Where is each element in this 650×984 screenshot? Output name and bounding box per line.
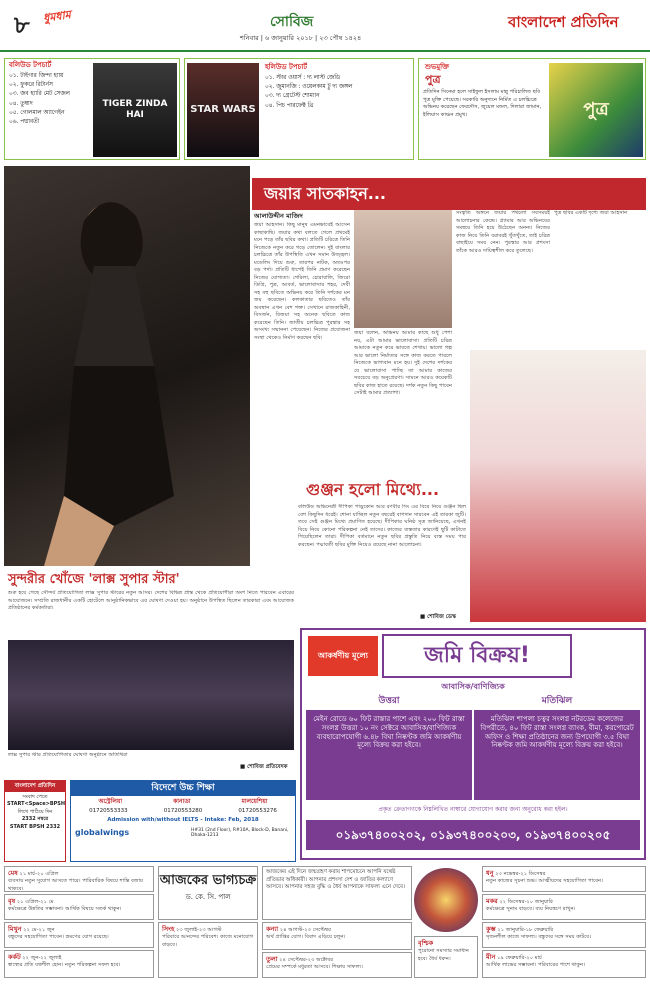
list-item: ০৫. গোলমাল অ্যাগেইন	[9, 109, 65, 116]
horo-sign-name: বৃষ	[8, 897, 16, 905]
feature-col-3: সংস্কৃতি অঙ্গনে জয়ার পথচলা সবসময়ই আলোচনার কেন্দ্রে। গ্ল্যামার আর অভিনয়ের সমন্বয়ে তিনি হয়ে উঠেছেন অনন্য। নিজের কাজ নিয়ে তিনি বরাবরই খুঁতখুঁতে, তাই চরিত্র বাছাইয়ে সময় নেন। পুরস্কার আর প্রশংসা তাঁকে আরও দায়িত্বশীল করে তুলেছে।	[456, 210, 550, 254]
horo-sign-text: বন্ধুদের সহযোগিতা পাবেন। ভ্রমণের যোগ রয়েছে।	[8, 934, 109, 941]
horo-title: আজকের ভাগ্যচক্র	[159, 873, 257, 888]
land-ad-phone-bar	[306, 820, 640, 850]
release-text: প্রতিদিন সিনেমা হলে সাইফুল ইসলাম মান্নু পরিচালিত ছবি পুত্র মুক্তি পেয়েছে। সরকারি অনুদানে নির্মিত এ চলচ্চিত্রে অভিনয় করেছেন ফেরদৌস, জুয়েল মন্ডল, দিলারা জামান, ইলিয়াস কাঞ্চন প্রমুখ।	[423, 89, 542, 118]
bollywood-list	[5, 73, 91, 128]
lux-title: সুন্দরীর খোঁজে 'লাক্স সুপার স্টার'	[8, 572, 180, 587]
sms-lines	[5, 792, 65, 834]
horo-author: ড. কে. সি. পাল	[185, 893, 231, 902]
horo-sign-text: ব্যবসায় নতুন সুযোগ আসতে পারে। পারিবারিক বিষয়ে শান্তি বজায় থাকবে।	[8, 878, 144, 892]
sms-line: 2332 নম্বরে	[21, 816, 49, 823]
gossip-credit: ■ শোবিজ ডেস্ক	[420, 614, 456, 620]
horo-sign-dates: ২৩ জুলাই-২৩ আগস্ট	[176, 927, 222, 933]
paper-name: বাংলাদেশ প্রতিদিন	[508, 13, 619, 31]
land-sale-ad	[300, 628, 646, 860]
horo-sign-9	[482, 894, 646, 920]
sms-brand: বাংলাদেশ প্রতিদিন	[5, 781, 65, 792]
land-ad-left-title: উত্তরা	[378, 696, 400, 706]
horo-sign-name: তুলা	[266, 955, 278, 963]
release-box	[418, 58, 646, 160]
hollywood-chart-box	[184, 58, 414, 160]
sms-line: START BPSH 2332	[9, 823, 61, 830]
land-ad-subtitle: আবাসিক/বাণিজ্যিক	[441, 682, 505, 691]
horo-sign-4	[158, 922, 258, 978]
horo-sign-text: পরিবারে আনন্দের পরিবেশ। কাজে মনোযোগ বাড়বে।	[162, 934, 254, 948]
bollywood-poster	[93, 63, 177, 157]
horo-sign-name: মকর	[486, 897, 498, 905]
sms-line: সংবাদ পেতে	[22, 793, 48, 800]
horo-sign-dates: ১৯ ফেব্রুয়ারি-২০ মার্চ	[497, 955, 542, 961]
gossip-title: গুঞ্জন হলো মিথ্যে...	[306, 480, 440, 499]
study-phone: 01720553333	[89, 807, 128, 814]
horo-sign-0	[4, 866, 154, 892]
horo-sign-name: মেষ	[8, 869, 18, 877]
horo-sign-text: পুরোনো সমস্যার সমাধান হবে। ধৈর্য ধরুন।	[418, 948, 469, 962]
horo-sign-dates: ২২ মে-২১ জুন	[23, 927, 55, 933]
section-logo: ধুমধাম	[42, 8, 72, 25]
bollywood-title: বলিউড টপচার্ট	[9, 61, 52, 69]
feature-title-bar	[252, 178, 646, 210]
study-country: অস্ট্রেলিয়া	[98, 798, 123, 806]
land-ad-right-title: মতিঝিল	[541, 696, 573, 706]
feature-photo	[4, 166, 250, 566]
list-item: ০৪. তুম্বাদ	[9, 100, 33, 107]
horo-sign-11	[482, 950, 646, 978]
sms-box	[4, 780, 66, 862]
lux-text: শুরু হয়ে গেছে সৌন্দর্য প্রতিযোগিতা লাক্স সুপার স্টারের নতুন আসর। দেশের বিভিন্ন প্রান্ত থেকে প্রতিযোগীরা অংশ নিতে পারবেন এবারের আয়োজনে। সম্প্রতি রাজধানীর একটি হোটেলে আনুষ্ঠানিকভাবে এর ঘোষণা দেওয়া হয়। অনুষ্ঠানে উপস্থিত ছিলেন তারকারা এবং আয়োজক প্রতিষ্ঠানের কর্মকর্তারা।	[8, 590, 294, 612]
horo-sign-dates: ২৪ সেপ্টেম্বর-২৩ অক্টোবর	[279, 957, 334, 963]
horo-sign-3	[4, 950, 154, 978]
study-ad	[70, 780, 296, 862]
horo-sign-dates: ২১ এপ্রিল-২১ মে	[16, 899, 54, 905]
list-item: ০৩. জব হ্যারি মেট সেজল	[9, 91, 70, 98]
lux-caption: লাক্স সুপার স্টার প্রতিযোগিতার ঘোষণা অনুষ্ঠানে অতিথিরা	[8, 752, 128, 758]
horo-sign-text: স্বাস্থ্যের প্রতি যত্নশীল হোন। নতুন পরিকল্পনা সফল হবে।	[8, 962, 121, 969]
gossip-photo	[470, 350, 646, 622]
horoscope-section	[4, 866, 646, 980]
horo-sign-text: নতুন কাজের সূচনা শুভ। আত্মীয়দের সহযোগিতা পাবেন।	[486, 878, 603, 885]
horo-sign-6	[262, 952, 412, 978]
study-country: কানাডা	[173, 798, 191, 806]
land-ad-badge: আকর্ষণীয় মূল্যে	[308, 636, 378, 676]
feature-col-1: জয়া আহসান। কিছু মানুষ এমনভাবেই আসেন কাছাকাছি। জয়ার কথা বলতে গেলে প্রথমেই মনে পড়ে তাঁর ছবির কথা। প্রতিটি চরিত্রে তিনি নিজেকে নতুন করে গড়ে তোলেন। দুই বাংলার চলচ্চিত্রে তাঁর উপস্থিতি এখন সমান উজ্জ্বল। মডেলিং দিয়ে শুরু, তারপর নাটক, অতঃপর বড় পর্দা। প্রতিটি ধাপেই তিনি প্রমাণ করেছেন নিজের যোগ্যতা। গেরিলা, চোরাবালি, জিরো ডিগ্রি, পুত্র, আবর্ত, ভালোবাসার শহর, দেবী সহ বহু ছবিতে অভিনয় করে তিনি দর্শকের মন জয় করেছেন। কলকাতার ছবিতেও তাঁর অবস্থান এখন বেশ শক্ত। সেখানে রাজকাহিনী, বিসর্জন, বিজয়া সহ অনেক ছবিতে কাজ করেছেন তিনি। জাতীয় চলচ্চিত্র পুরস্কার সহ অসংখ্য সম্মাননা পেয়েছেন। নিজের প্রযোজনা সংস্থা থেকেও নির্মাণ করছেন ছবি।	[254, 222, 350, 341]
horo-title-box	[158, 866, 258, 920]
study-phone: 01720553280	[163, 807, 203, 814]
hollywood-title: হলিউড টপচার্ট	[265, 63, 308, 71]
horo-sign-name: মিথুন	[8, 925, 22, 933]
sms-line: লিখে পাঠিয়ে দিন	[17, 808, 53, 815]
study-note: Admission with/without IELTS - Intake: Feb, 2018	[107, 816, 259, 823]
sms-line: START<Space>BPSH	[7, 801, 66, 808]
horo-sign-name: সিংহ	[162, 925, 175, 933]
feature-byline: আলাউদ্দীন মাজিদ	[254, 212, 303, 220]
list-item: ০১. স্টার ওয়ার্স : দ্য লাস্ট জেডি	[265, 75, 341, 81]
study-country: মালয়েশিয়া	[241, 798, 268, 806]
feature-title: জয়ার সাতকাহন...	[264, 184, 386, 203]
land-ad-phones: ০১৯৩৭৪০০২০২, ০১৯৩৭৪০০২০৩, ০১৯৩৭৪০০২০৫	[335, 827, 611, 842]
list-item: ০২. জুমানজি : ওয়েলকাম টু দ্য জঙ্গল	[265, 84, 353, 91]
page-header	[0, 0, 650, 52]
horo-sign-name: বৃশ্চিক	[418, 939, 434, 947]
horo-sign-dates: ২২ ডিসেম্বর-২০ জানুয়ারি	[499, 899, 553, 905]
land-ad-right-text: মতিঝিল শাপলা চত্বর সংলগ্ন নটরডেম কলেজের বিপরীতে, ৪০ ফিট রাস্তা সংলগ্ন ব্যাংক, বীমা, করপোরেট অফিস ও শিক্ষা প্রতিষ্ঠানের জন্য উপযোগী ৩.৫ বিঘা নিষ্কণ্টক জমি আকর্ষণীয় মূল্যে বিক্রয় করা হইবে।	[474, 710, 640, 800]
study-phone: 01720553276	[238, 807, 277, 814]
bollywood-chart-box	[4, 58, 180, 160]
horo-sign-name: কন্যা	[266, 925, 279, 933]
horo-sign-dates: ২১ জানুয়ারি-১৮ ফেব্রুয়ারি	[497, 927, 554, 933]
horo-sign-name: কর্কট	[8, 953, 21, 961]
horo-intro: আজকের এই দিনে জন্মগ্রহণ করায় শাপমোচনে আপনি যথেষ্ট প্রতিভার অধিকারী। আপনার প্রশংসা দেশ ও জাতির কল্যাণে আসবে। আপনার সহজ বুদ্ধি ও ধৈর্য আপনাকে সাফল্য এনে দেবে।	[262, 866, 412, 920]
horo-sign-1	[4, 894, 154, 920]
gossip-text: বলিউড অভিনেত্রী দীপিকা পাড়ুকোন আর রণবীর সিং এর বিয়ে নিয়ে গুঞ্জন ছিল বেশ কিছুদিন ধরেই। শোনা যাচ্ছিল নতুন বছরেই বাগদান সারবেন এই তারকা জুটি। তবে সেই গুঞ্জন মিথ্যে প্রমাণিত হয়েছে। দীপিকার ঘনিষ্ঠ সূত্র জানিয়েছে, এখনই বিয়ে নিয়ে কোনো পরিকল্পনা নেই তাদের। কাজের ব্যস্ততার কারণেই ছুটি কাটাতে গিয়েছিলেন তারা। দীপিকা বর্তমানে নতুন ছবির প্রস্তুতি নিয়ে ব্যস্ত সময় পার করছেন। পদ্মাবতী ছবির মুক্তি নিয়েও রয়েছে নানা আলোচনা।	[298, 504, 466, 548]
land-ad-title: জমি বিক্রয়!	[382, 634, 572, 678]
list-item: ০২. ফুকরে রিটার্নস	[9, 82, 53, 89]
horo-sign-name: কুম্ভ	[486, 925, 496, 933]
lux-photo	[8, 640, 294, 750]
horo-sign-dates: ২২ জুন-২২ জুলাই	[22, 955, 62, 961]
feature-col-2: জয়া বলেন, অভিনয় আমার কাছে শুধু পেশা নয়, এটা আমার ভালোবাসা। প্রতিটি চরিত্র আমাকে নতুন করে ভাবতে শেখায়। ভালো গল্প আর ভালো নির্মাতার সঙ্গে কাজ করতে পারলে নিজেকে ভাগ্যবান মনে হয়। দুই দেশের দর্শকের যে ভালোবাসা পাচ্ছি তা আমার কাজের সবচেয়ে বড় অনুপ্রেরণা। সামনে আরও কয়েকটি ছবির কাজ হাতে রয়েছে। দর্শক নতুন কিছু পাবেন সেটাই আমার প্রত্যাশা।	[354, 330, 452, 397]
horo-sign-10	[482, 922, 646, 948]
horo-sign-dates: ২৪ আগস্ট-২৩ সেপ্টেম্বর	[279, 927, 331, 933]
bollywood-poster-text: TIGER ZINDA HAI	[102, 98, 168, 120]
horo-sign-5	[262, 922, 412, 950]
list-item: ০১. টাইগার জিন্দা হ্যায়	[9, 73, 64, 79]
horo-sign-text: কর্মক্ষেত্রে সুনাম বাড়বে। ব্যয় নিয়ন্ত্রণে রাখুন।	[486, 906, 576, 913]
list-item: ০৬. পদ্মাবতী	[9, 119, 40, 126]
horo-sign-text: কর্মক্ষেত্রে উন্নতির সম্ভাবনা। আর্থিক বিষয়ে সতর্ক থাকুন।	[8, 906, 122, 913]
horo-sign-text: সৃজনশীল কাজে সাফল্য। বন্ধুদের সঙ্গে সময় কাটবে।	[486, 934, 592, 941]
page-number: ৮	[14, 10, 30, 39]
horo-sign-text: অর্থ প্রাপ্তির যোগ। বিবাদ এড়িয়ে চলুন।	[266, 934, 346, 941]
section-title: সোবিজ	[270, 14, 314, 30]
land-ad-note: প্রকৃত ক্রেতাগণকে নিম্নলিখিত নাম্বারে যোগাযোগ করার জন্য অনুরোধ করা হইল।	[378, 806, 568, 813]
release-poster	[549, 63, 643, 157]
list-item: ০৪. পিচ পারফেক্ট থ্রি	[265, 102, 314, 109]
release-title: শুভমুক্তি	[425, 63, 449, 71]
hollywood-poster-text: STAR WARS	[190, 103, 256, 115]
dateline: শনিবার | ৬ জানুয়ারি ২০১৮ | ২৩ পৌষ ১৪২৪	[240, 34, 362, 42]
horo-sign-dates: ২১ মার্চ-২০ এপ্রিল	[19, 871, 59, 877]
horo-sign-8	[482, 866, 646, 892]
horo-sign-text: প্রেমের সম্পর্কে মধুরতা আসবে। শিক্ষায় সাফল্য।	[266, 964, 363, 971]
horo-sign-name: ধনু	[486, 869, 494, 877]
study-ad-title: বিদেশে উচ্চ শিক্ষা	[71, 781, 295, 796]
study-address: H#31 (2nd Floor), R#10A, Block-D, Banani, Dhaka-1213	[191, 827, 289, 839]
horo-sign-2	[4, 922, 154, 948]
model-silhouette	[4, 166, 250, 566]
study-brand: globalwings	[75, 827, 130, 837]
hollywood-poster	[187, 63, 259, 157]
lux-credit: ■ শোবিজ প্রতিবেদক	[240, 764, 288, 770]
release-film-name: পুত্র	[425, 73, 441, 86]
horo-sign-dates: ২৩ নভেম্বর-২১ ডিসেম্বর	[495, 871, 546, 877]
list-item: ০৩. দ্য গ্রেটেস্ট শোম্যান	[265, 93, 320, 100]
horo-sign-name: মীন	[486, 953, 496, 961]
actress-photo	[354, 210, 452, 328]
zodiac-wheel-icon	[414, 868, 478, 932]
hollywood-list	[261, 75, 411, 112]
land-ad-left-text: মেইন রোডে ৬০ ফিট রাস্তার পাশে এবং ২০০ ফিট রাস্তা সংলগ্ন উত্তরা ১০ নং সেক্টরে আবাসিক/বাণিজ্যিক ব্যবহারোপযোগী ৬.৪৮ বিঘা নিষ্কণ্টক জমি আকর্ষণীয় মূল্যে বিক্রয় করা হইবে।	[306, 710, 472, 800]
release-poster-text: পুত্র	[583, 98, 609, 120]
horo-sign-text: আর্থিক লাভের সম্ভাবনা। পরিবারের পাশে থাকুন।	[486, 962, 585, 969]
horo-sign-7	[414, 936, 478, 978]
feature-caption: পুত্র ছবির একটি দৃশ্যে জয়া আহসান	[554, 210, 628, 216]
